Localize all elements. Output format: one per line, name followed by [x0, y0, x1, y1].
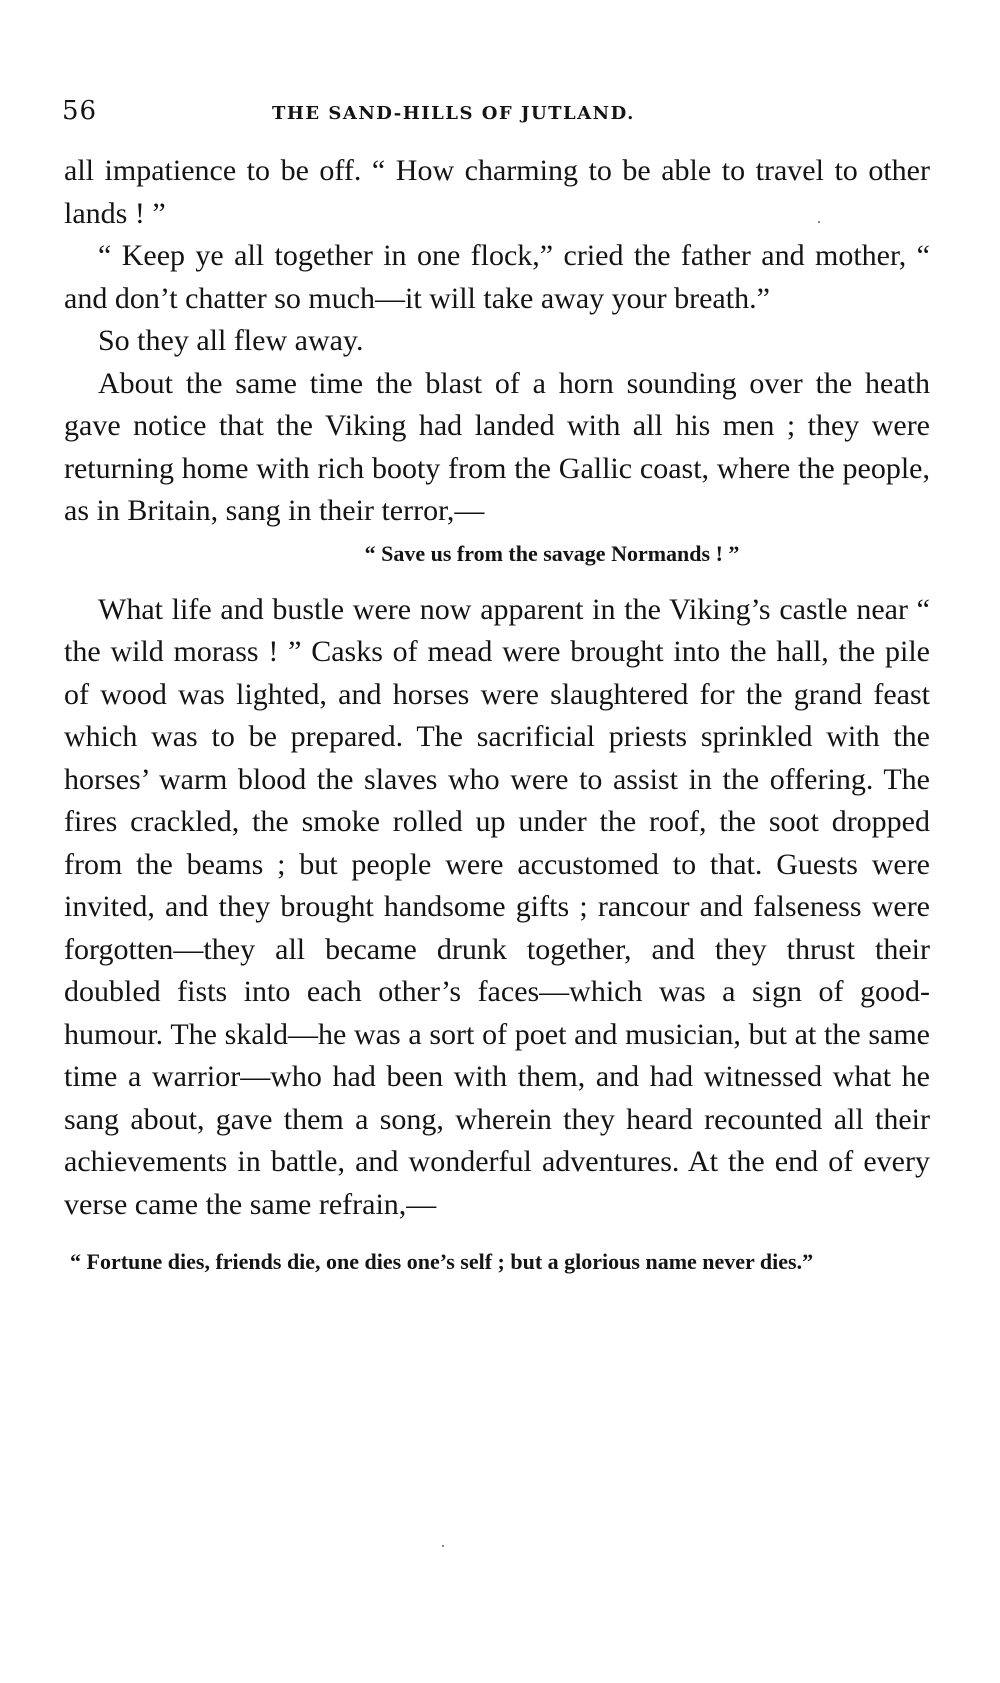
body-text [64, 150, 930, 1278]
paragraph-viking-feast: What life and bustle were now apparent in the Viking’s castle near “ the wild morass ! ” Casks of mead were brought into the hall, the pile of wood was lighted, and horses were slaughtered for the grand feast which was to be prepared. The sacrificial priests sprinkled with the horses’ warm blood the slaves who were to assist in the offering. The fires crackled, the smoke rolled up under the roof, the soot dropped from the beams ; but people were accustomed to that. Guests were invited, and they brought handsome gifts ; rancour and falseness were forgotten—they all became drunk together, and they thrust their doubled fists into each other’s faces—which was a sign of good-humour. The skald—he was a sort of poet and musician, but at the same time a warrior—who had been with them, and had witnessed what he sang about, gave them a song, wherein they heard recounted all their achievements in battle, and wonderful adventures. At the end of every verse came the same refrain,— [64, 592, 930, 1221]
refrain-quote: “ Fortune dies, friends die, one dies one’s self ; but a glorious name never dies.” [70, 1249, 814, 1274]
paragraph-keep-together: “ Keep ye all together in one flock,” cried the father and mother, “ and don’t chatter so much—it will take away your breath.” [64, 239, 930, 315]
paragraph-viking-landed: About the same time the blast of a horn sounding over the heath gave notice that the Viking had landed with all his men ; they were returning home with rich booty from the Gallic coast, where the people, as in Britain, sang in their terror,— [64, 366, 930, 527]
paragraph-flew-away: So they all flew away. [98, 324, 364, 357]
paper-speck [442, 1545, 444, 1547]
page-number: 56 [62, 96, 98, 126]
paragraph-continued: all impatience to be off. “ How charming to be able to travel to other lands ! ” [64, 154, 930, 230]
verse-quote: “ Save us from the savage Normands ! ” [364, 540, 740, 566]
running-head [62, 96, 932, 136]
paper-speck [818, 221, 820, 223]
running-title: THE SAND-HILLS OF JUTLAND. [272, 103, 635, 124]
